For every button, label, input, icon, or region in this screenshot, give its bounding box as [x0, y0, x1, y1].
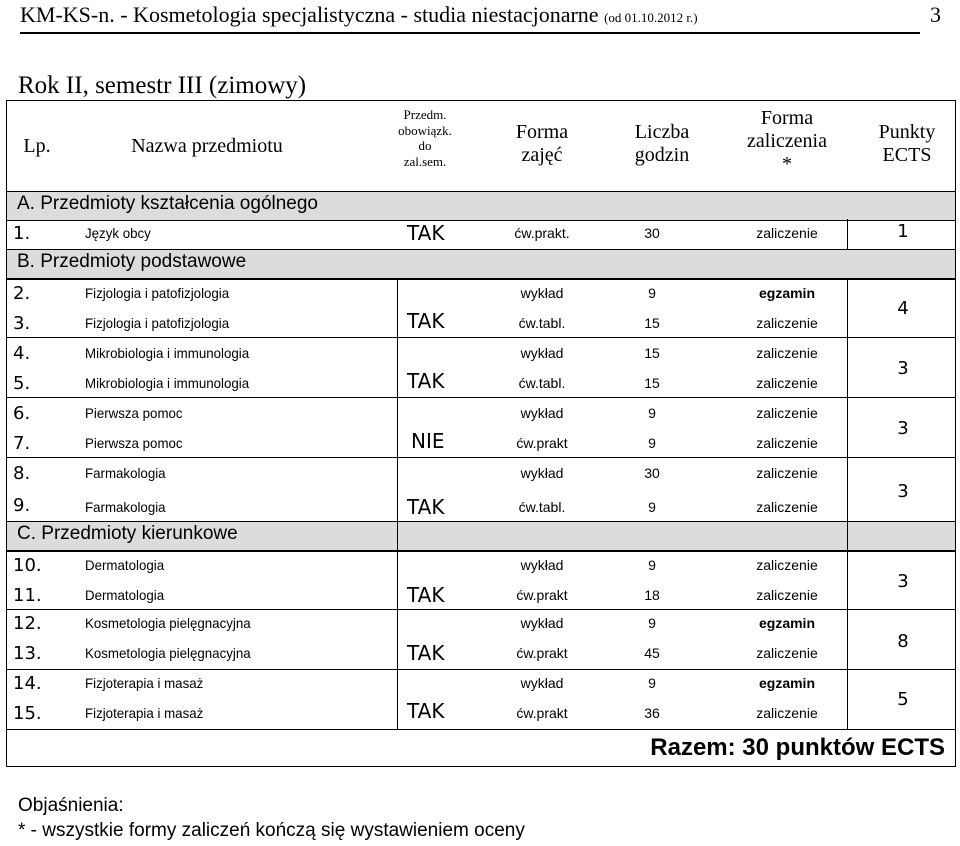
row-name: Fizjologia i patofizjologia [85, 285, 230, 301]
row-separator [7, 337, 847, 338]
section-label: B. Przedmioty podstawowe [17, 251, 247, 272]
row-required: TAK [407, 583, 445, 607]
col-header-hours-line: Liczba [634, 121, 690, 143]
row-hours: 9 [648, 615, 656, 631]
row-hours: 9 [648, 557, 656, 573]
row-name: Kosmetologia pielęgnacyjna [85, 645, 251, 661]
col-header-hours [617, 121, 707, 167]
row-required: TAK [407, 641, 445, 665]
col-header-lp: Lp. [23, 135, 51, 157]
section-band-c [7, 521, 955, 551]
row-name: Farmakologia [85, 465, 166, 481]
row-required: TAK [407, 369, 445, 393]
row-credit: zaliczenie [756, 375, 818, 391]
row-credit: zaliczenie [756, 557, 818, 573]
footnote-text: * - wszystkie formy zaliczeń kończą się wystawieniem oceny [18, 820, 525, 841]
row-lp: 5. [13, 373, 31, 394]
row-credit: egzamin [758, 615, 815, 631]
row-form: ćw.tabl. [518, 315, 566, 331]
col-header-credit-line: Forma [760, 107, 814, 129]
row-name: Fizjoterapia i masaż [85, 675, 204, 691]
row-credit: zaliczenie [756, 315, 818, 331]
semester-heading: Rok II, semestr III (zimowy) [18, 72, 307, 99]
col-header-hours-line: godzin [634, 144, 690, 166]
row-name: Dermatologia [85, 587, 165, 603]
row-lp: 3. [13, 313, 31, 334]
row-name: Pierwsza pomoc [85, 405, 183, 421]
document-title [20, 2, 698, 28]
row-required: NIE [411, 429, 445, 453]
col-header-ects-line: ECTS [882, 144, 932, 166]
row-form: wykład [520, 345, 564, 361]
row-form: wykład [520, 405, 564, 421]
row-required: TAK [407, 309, 445, 333]
section-band-b [7, 249, 955, 279]
row-name: Mikrobiologia i immunologia [85, 345, 250, 361]
col-header-credit-line: * [782, 153, 792, 175]
row-required: TAK [407, 221, 445, 245]
row-hours: 15 [644, 345, 660, 361]
row-form: ćw.prakt [516, 587, 568, 603]
row-form: ćw.prakt [516, 705, 568, 721]
col-header-required-line: obowiązk. [398, 122, 452, 138]
row-form: ćw.prakt [516, 645, 568, 661]
row-separator [7, 457, 955, 458]
row-lp: 12. [13, 613, 42, 634]
col-header-name: Nazwa przedmiotu [131, 135, 283, 157]
ects-column-divider [847, 279, 848, 729]
ects-group-value: 5 [897, 689, 909, 710]
col-header-required-line: zal.sem. [403, 153, 447, 169]
row-form: wykład [520, 465, 564, 481]
row-name: Kosmetologia pielęgnacyjna [85, 615, 251, 631]
row-hours: 45 [644, 645, 660, 661]
section-label: A. Przedmioty kształcenia ogólnego [17, 193, 318, 214]
col-header-form-line: zajęć [521, 144, 563, 166]
row-lp: 2. [13, 283, 31, 304]
row-separator [7, 669, 955, 670]
row-lp: 15. [13, 703, 42, 724]
row-form: ćw.tabl. [518, 375, 566, 391]
row-lp: 8. [13, 463, 31, 484]
row-lp: 11. [13, 585, 42, 606]
row-lp: 9. [13, 495, 31, 516]
row-separator [847, 337, 955, 338]
row-separator [7, 551, 955, 552]
row-credit: zaliczenie [756, 345, 818, 361]
col-header-ects-line: Punkty [878, 121, 936, 143]
section-label: C. Przedmioty kierunkowe [17, 523, 238, 544]
row-credit: egzamin [758, 285, 815, 301]
row-separator [7, 249, 955, 250]
row-form: ćw.prakt. [514, 225, 570, 241]
col-header-form [487, 121, 597, 167]
row-name: Fizjologia i patofizjologia [85, 315, 230, 331]
row-hours: 15 [644, 315, 660, 331]
row-hours: 36 [644, 705, 660, 721]
program-name: KM-KS-n. - Kosmetologia specjalistyczna - studia niestacjonarne [20, 2, 599, 27]
row-hours: 30 [644, 465, 660, 481]
col-header-ects [862, 121, 952, 167]
date-note: (od 01.10.2012 r.) [604, 10, 698, 25]
row-name: Mikrobiologia i immunologia [85, 375, 250, 391]
row-form: ćw.tabl. [518, 499, 566, 515]
row-lp: 10. [13, 555, 42, 576]
ects-group-value: 3 [897, 571, 909, 592]
col-header-required [385, 107, 465, 169]
row-credit: zaliczenie [756, 465, 818, 481]
row-lp: 4. [13, 343, 31, 364]
row-name: Pierwsza pomoc [85, 435, 183, 451]
col-header-required-line: do [418, 138, 432, 154]
row-form: wykład [520, 557, 564, 573]
row-credit: zaliczenie [756, 225, 818, 241]
col-header-credit [727, 107, 847, 176]
row-credit: zaliczenie [756, 645, 818, 661]
row-separator [7, 279, 955, 280]
row-form: wykład [520, 615, 564, 631]
ects-group-value: 8 [897, 631, 909, 652]
row-credit: zaliczenie [756, 435, 818, 451]
row-credit: zaliczenie [756, 587, 818, 603]
row-required: TAK [407, 495, 445, 519]
header-rule [20, 32, 920, 34]
row-separator [7, 609, 955, 610]
row-separator [7, 729, 955, 730]
row-ects: 1 [897, 221, 909, 242]
row-lp: 1. [13, 223, 31, 244]
page-number: 3 [930, 2, 941, 27]
row-form: wykład [520, 285, 564, 301]
row-name: Fizjoterapia i masaż [85, 705, 204, 721]
row-hours: 18 [644, 587, 660, 603]
row-hours: 15 [644, 375, 660, 391]
ects-group-value: 3 [897, 418, 909, 439]
row-lp: 7. [13, 433, 31, 454]
row-credit: zaliczenie [756, 705, 818, 721]
row-separator [7, 397, 955, 398]
col-header-form-line: Forma [515, 121, 569, 143]
ects-group-value: 3 [897, 481, 909, 502]
row-credit: zaliczenie [756, 405, 818, 421]
ects-column-divider [847, 219, 848, 249]
col-header-credit-line: zaliczenia [747, 130, 827, 152]
row-hours: 9 [648, 435, 656, 451]
row-form: wykład [520, 675, 564, 691]
row-hours: 9 [648, 285, 656, 301]
row-hours: 9 [648, 405, 656, 421]
ects-group-value: 4 [897, 298, 909, 319]
row-credit: egzamin [758, 675, 815, 691]
row-name: Farmakologia [85, 499, 166, 515]
row-hours: 30 [644, 225, 660, 241]
ects-total: Razem: 30 punktów ECTS [650, 734, 945, 761]
row-name: Dermatologia [85, 557, 165, 573]
section-band-a [7, 191, 955, 221]
footnote-heading: Objaśnienia: [18, 795, 124, 816]
row-credit: zaliczenie [756, 499, 818, 515]
ects-group-value: 3 [897, 358, 909, 379]
col-header-required-line: Przedm. [403, 107, 447, 122]
required-column-divider [397, 279, 398, 729]
row-lp: 6. [13, 403, 31, 424]
row-name: Język obcy [85, 225, 151, 241]
row-lp: 13. [13, 643, 42, 664]
row-lp: 14. [13, 673, 42, 694]
row-hours: 9 [648, 675, 656, 691]
curriculum-table [6, 100, 956, 767]
row-form: ćw.prakt [516, 435, 568, 451]
row-hours: 9 [648, 499, 656, 515]
row-required: TAK [407, 699, 445, 723]
